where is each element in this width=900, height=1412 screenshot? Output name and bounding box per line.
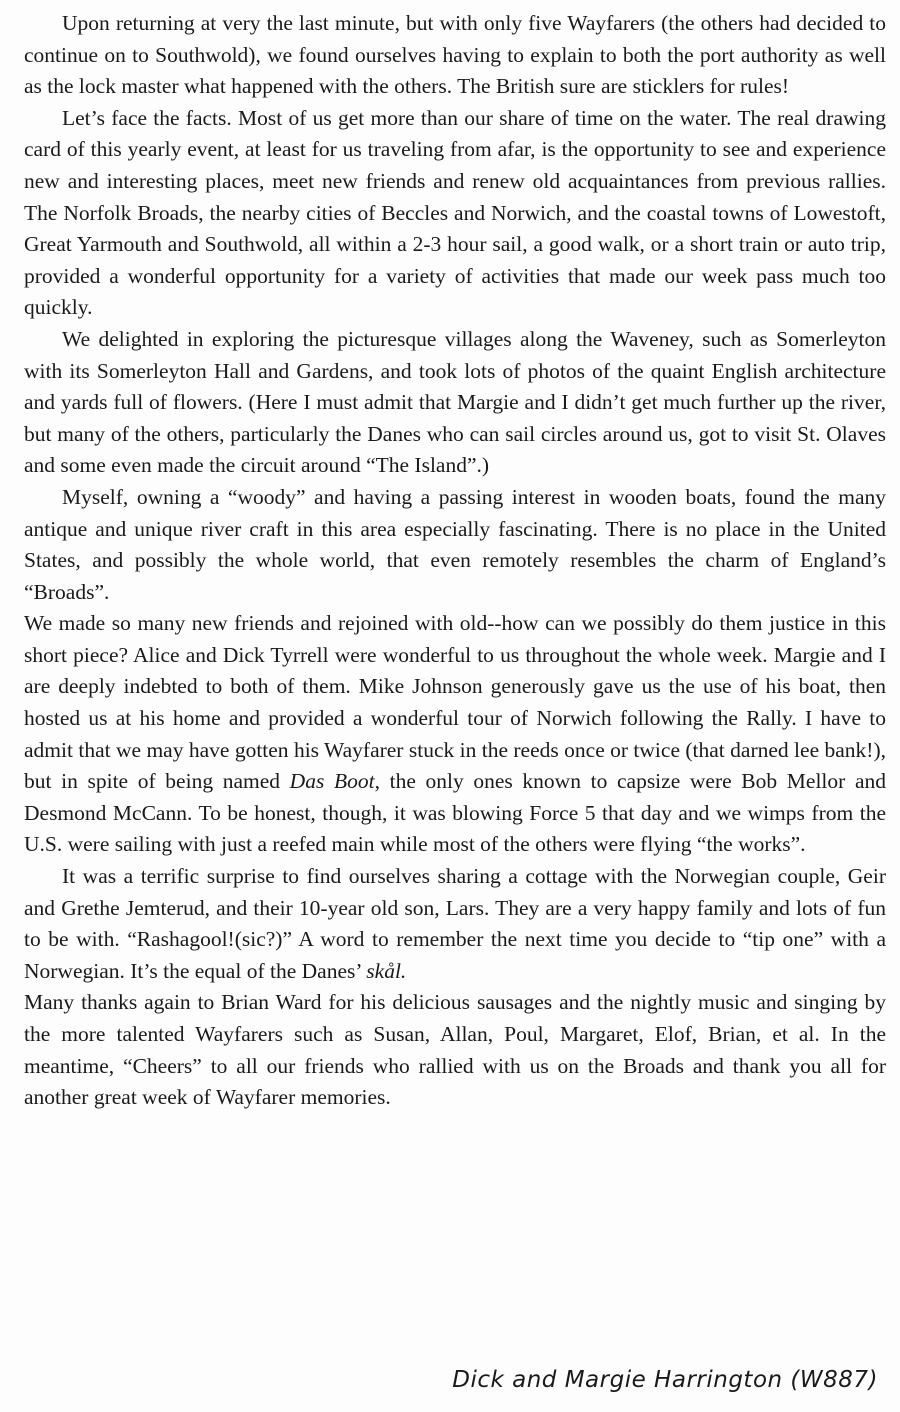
paragraph-return-to-port: [24, 8, 886, 103]
paragraph-norwegian-couple: [24, 861, 886, 987]
paragraph-text-after: , the only ones known to capsize were Bob Mellor and Desmond McCann. To be honest, though, it was blowing Force 5 that day and we wimps from the U.S. were sailing with just a reefed main while most of the others were flying “the works”.: [24, 769, 886, 857]
paragraph-wooden-boats: [24, 482, 886, 608]
author-signature: Dick and Margie Harrington (W887): [452, 1367, 878, 1393]
paragraph-text-before: We made so many new friends and rejoined with old--how can we possibly do them justice in this short piece? Alice and Dick Tyrrell were wonderful to us throughout the whole week. Margie and I are deeply indebted to both of them. Mike Johnson generously gave us the use of his boat, then hosted us at his home and provided a wonderful tour of Norwich following the Rally. I have to admit that we may have gotten his Wayfarer stuck in the reeds once or twice (that darned lee bank!), but in spite of being named: [24, 611, 886, 794]
paragraph-villages: [24, 324, 886, 482]
paragraph-text: We delighted in exploring the picturesque villages along the Waveney, such as Somerleyton with its Somerleyton Hall and Gardens, and took lots of photos of the quaint English architecture and yards full of flowers. (Here I must admit that Margie and I didn’t get much further up the river, but many of the others, particularly the Danes who can sail circles around us, got to visit St. Olaves and some even made the circuit around “The Island”.): [24, 326, 886, 478]
paragraph-text: Many thanks again to Brian Ward for his delicious sausages and the nightly music and singing by the more talented Wayfarers such as Susan, Allan, Poul, Margaret, Elof, Brian, et al. In the meantime, “Cheers” to all our friends who rallied with us on the Broads and thank you all for another great week of Wayfarer memories.: [24, 990, 886, 1110]
paragraph-thanks: [24, 987, 886, 1113]
paragraph-text-before: It was a terrific surprise to find ourselves sharing a cottage with the Norwegian couple, Geir and Grethe Jemterud, and their 10-year old son, Lars. They are a very happy family and lots of fun to be with. “Rashagool!(sic?)” A word to remember the next time you decide to “tip one” with a Norwegian. It’s the equal of the Danes’: [24, 864, 886, 983]
boat-name-emphasis: Das Boot: [289, 769, 375, 794]
article-body: [24, 8, 886, 1114]
paragraph-text: Let’s face the facts. Most of us get more than our share of time on the water. The real drawing card of this yearly event, at least for us traveling from afar, is the opportunity to see and experience new and interesting places, meet new friends and renew old acquaintances from previous rallies. The Norfolk Broads, the nearby cities of Beccles and Norwich, and the coastal towns of Lowestoft, Great Yarmouth and Southwold, all within a 2-3 hour sail, a good walk, or a short train or auto trip, provided a wonderful opportunity for a variety of activities that made our week pass much too quickly.: [24, 105, 886, 320]
paragraph-new-friends: [24, 608, 886, 861]
paragraph-text: Myself, owning a “woody” and having a passing interest in wooden boats, found the many antique and unique river craft in this area especially fascinating. There is no place in the United States, and possibly the whole world, that even remotely resembles the charm of England’s “Broads”.: [24, 484, 886, 604]
skal-emphasis: skål.: [366, 958, 407, 983]
paragraph-drawing-card: [24, 103, 886, 324]
paragraph-text: Upon returning at very the last minute, but with only five Wayfarers (the others had decided to continue on to Southwold), we found ourselves having to explain to both the port authority as well as the lock master what happened with the others. The British sure are sticklers for rules!: [24, 11, 886, 99]
